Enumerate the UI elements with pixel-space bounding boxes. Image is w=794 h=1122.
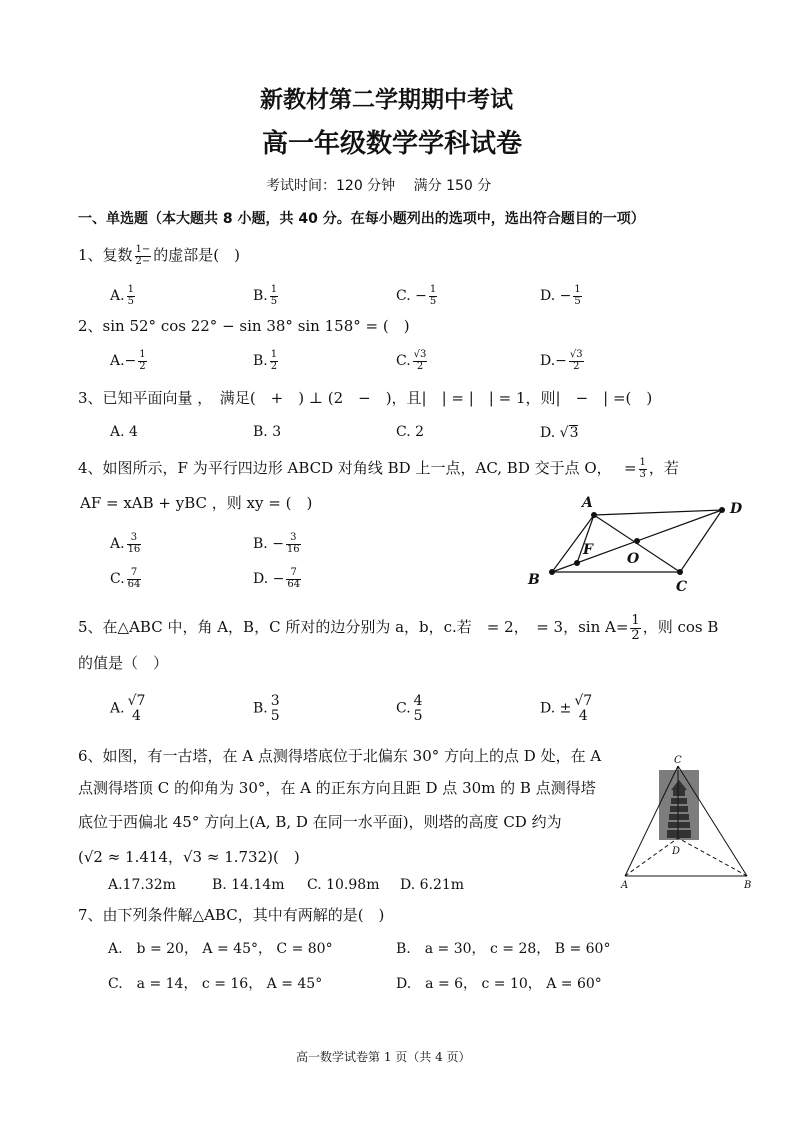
section-heading: 一、单选题（本大题共 8 小题，共 40 分。在每小题列出的选项中，选出符合题目的一项） bbox=[78, 211, 645, 227]
q2-a-label: A.− bbox=[110, 353, 137, 369]
q5-c-den: 5 bbox=[413, 707, 423, 724]
q5-stem-den: 2 bbox=[631, 627, 640, 643]
point-o bbox=[634, 538, 640, 544]
point-a bbox=[591, 512, 597, 518]
q2-b-den: 2 bbox=[270, 360, 278, 372]
question-2-stem: 2、sin 52° cos 22° − sin 38° sin 158° = ( ) bbox=[78, 317, 410, 335]
q5-stem-a: 5、在△ABC 中，角 A，B，C 所对的边分别为 a，b，c.若 = 2， = 3，sin A= bbox=[78, 618, 629, 637]
exam-title: 新教材第二学期期中考试 bbox=[260, 86, 513, 113]
q5-option-b bbox=[253, 694, 283, 723]
q4-stem-den: 3 bbox=[639, 468, 646, 480]
label-d: D bbox=[672, 846, 681, 857]
q6-option-b: B. 14.14m bbox=[212, 877, 285, 893]
q4-stem-num: 1 bbox=[639, 457, 646, 468]
q4-d-label: D. − bbox=[253, 571, 285, 587]
q4-b-num: 3 bbox=[286, 533, 301, 545]
question-6-line1: 6、如图，有一古塔，在 A 点测得塔底位于北偏东 30° 方向上的点 D 处，在 A bbox=[78, 747, 602, 765]
q1-a-den: 5 bbox=[127, 295, 134, 307]
point-f bbox=[574, 560, 580, 566]
q6-pagoda-figure bbox=[615, 752, 775, 892]
label-b: B bbox=[528, 572, 540, 588]
q7-option-c: C. a = 14， c = 16， A = 45° bbox=[108, 976, 323, 992]
exam-meta: 考试时间：120 分钟 满分 150 分 bbox=[266, 178, 492, 194]
q5-option-d bbox=[540, 694, 595, 723]
exam-subtitle: 高一年级数学学科试卷 bbox=[262, 129, 523, 159]
q3-option-b: B. 3 bbox=[253, 424, 282, 440]
q4-option-d bbox=[253, 568, 303, 590]
q2-c-den: 2 bbox=[416, 360, 424, 372]
q1-d-num: 1 bbox=[574, 284, 581, 295]
q6-option-a: A.17.32m bbox=[108, 877, 176, 893]
question-5-stem-line1 bbox=[78, 614, 718, 642]
q5-a-label: A. bbox=[110, 700, 125, 717]
q5-a-num: √7 bbox=[127, 693, 146, 709]
q1-c-num: 1 bbox=[429, 284, 437, 295]
q4-option-b bbox=[253, 533, 303, 555]
label-d: D bbox=[730, 501, 743, 517]
q1-option-c bbox=[396, 285, 439, 307]
q7-option-d: D. a = 6， c = 10， A = 60° bbox=[396, 976, 602, 992]
q4-option-a bbox=[110, 533, 143, 555]
q1-fraction bbox=[135, 245, 152, 267]
q2-option-b bbox=[253, 350, 280, 372]
q5-b-num: 3 bbox=[270, 693, 280, 709]
q2-d-label: D.− bbox=[540, 353, 567, 369]
q4-d-den: 64 bbox=[287, 578, 301, 590]
q4-c-label: C. bbox=[110, 571, 125, 587]
q4-option-c bbox=[110, 568, 143, 590]
question-1-stem bbox=[78, 245, 240, 267]
q4-b-label: B. − bbox=[253, 536, 284, 552]
question-5-stem-line2: 的值是（ ） bbox=[78, 654, 169, 672]
q1-d-label: D. − bbox=[540, 288, 572, 304]
q5-option-a bbox=[110, 694, 148, 723]
question-6-line4: (√2 ≈ 1.414，√3 ≈ 1.732)( ) bbox=[78, 848, 300, 866]
question-4-stem-line1 bbox=[78, 458, 679, 480]
q3-d-label: D. bbox=[540, 425, 560, 441]
question-7-stem: 7、由下列条件解△ABC，其中有两解的是( ) bbox=[78, 906, 385, 924]
q4-a-num: 3 bbox=[127, 533, 142, 545]
q2-option-a bbox=[110, 350, 149, 372]
q2-a-den: 2 bbox=[139, 360, 146, 372]
q2-option-d bbox=[540, 350, 586, 372]
q1-d-den: 5 bbox=[574, 295, 581, 307]
q5-d-num: √7 bbox=[574, 693, 593, 709]
q1-frac-den: 2− bbox=[135, 255, 151, 267]
q4-a-den: 16 bbox=[127, 543, 141, 555]
q2-d-den: 2 bbox=[573, 360, 580, 372]
question-6-line2: 点测得塔顶 C 的仰角为 30°，在 A 的正东方向且距 D 点 30m 的 B 点测得塔 bbox=[78, 779, 596, 797]
q4-c-num: 7 bbox=[127, 568, 142, 580]
point-b bbox=[549, 569, 555, 575]
q2-c-num: √3 bbox=[413, 349, 427, 360]
q2-option-c bbox=[396, 350, 429, 372]
label-a: A bbox=[582, 495, 593, 511]
line-ad bbox=[625, 838, 681, 876]
q1-a-label: A. bbox=[110, 288, 125, 304]
q5-c-num: 4 bbox=[413, 693, 423, 709]
q1-stem-b: 的虚部是( ) bbox=[153, 246, 241, 264]
q4-b-den: 16 bbox=[286, 543, 300, 555]
line-bd bbox=[678, 838, 747, 876]
q4-a-label: A. bbox=[110, 536, 125, 552]
question-3-stem: 3、已知平面向量 ， 满足( + ) ⊥ (2 − )，且| | = | | = 1，则| − | =( ) bbox=[78, 389, 653, 407]
q5-d-label: D. ± bbox=[540, 700, 572, 717]
page-footer: 高一数学试卷第 1 页（共 4 页） bbox=[296, 1050, 471, 1064]
q3-option-d: D. √3 bbox=[540, 425, 579, 441]
label-b: B bbox=[744, 880, 752, 891]
q5-stem-b: ，则 cos B bbox=[642, 618, 719, 637]
q2-a-num: 1 bbox=[139, 349, 146, 360]
q1-option-a bbox=[110, 285, 137, 307]
q1-b-den: 5 bbox=[270, 295, 278, 307]
label-f: F bbox=[583, 542, 593, 558]
q2-d-num: √3 bbox=[569, 349, 583, 360]
point-d bbox=[719, 507, 725, 513]
q1-a-num: 1 bbox=[127, 284, 134, 295]
q3-option-c: C. 2 bbox=[396, 424, 425, 440]
q2-c-label: C. bbox=[396, 353, 411, 369]
q4-c-den: 64 bbox=[127, 578, 141, 590]
q1-c-label: C. − bbox=[396, 288, 427, 304]
label-a: A bbox=[621, 880, 629, 891]
q1-stem-a: 1、复数 bbox=[78, 246, 133, 264]
q3-option-a: A. 4 bbox=[110, 424, 138, 440]
q1-c-den: 5 bbox=[429, 295, 437, 307]
q5-a-den: 4 bbox=[132, 707, 141, 724]
q1-b-num: 1 bbox=[270, 284, 278, 295]
q3-d-radicand: 3 bbox=[569, 425, 579, 441]
q2-b-num: 1 bbox=[270, 349, 278, 360]
q6-option-d: D. 6.21m bbox=[400, 877, 465, 893]
q1-option-b bbox=[253, 285, 280, 307]
label-c: C bbox=[674, 755, 682, 766]
label-c: C bbox=[676, 579, 688, 595]
q4-d-num: 7 bbox=[286, 568, 301, 580]
q7-option-a: A. b = 20， A = 45°， C = 80° bbox=[108, 941, 333, 957]
q4-stem-a: 4、如图所示，F 为平行四边形 ABCD 对角线 BD 上一点，AC, BD 交于点 O， = bbox=[78, 459, 637, 477]
q5-stem-num: 1 bbox=[631, 613, 640, 628]
q1-b-label: B. bbox=[253, 288, 268, 304]
question-4-stem-line2: AF = xAB + yBC ，则 xy = ( ) bbox=[80, 494, 313, 512]
q5-b-label: B. bbox=[253, 700, 268, 717]
q4-parallelogram-figure bbox=[520, 490, 750, 600]
question-6-line3: 底位于西偏北 45° 方向上(A, B, D 在同一水平面)，则塔的高度 CD 约为 bbox=[78, 813, 562, 831]
q5-b-den: 5 bbox=[270, 707, 280, 724]
q1-option-d bbox=[540, 285, 584, 307]
q1-frac-num: 1− bbox=[135, 244, 151, 255]
q7-option-b: B. a = 30， c = 28， B = 60° bbox=[396, 941, 611, 957]
point-c bbox=[677, 569, 683, 575]
q2-b-label: B. bbox=[253, 353, 268, 369]
label-o: O bbox=[627, 551, 640, 567]
q5-option-c bbox=[396, 694, 426, 723]
q5-c-label: C. bbox=[396, 700, 411, 717]
q4-stem-b: ，若 bbox=[648, 459, 679, 477]
q6-option-c: C. 10.98m bbox=[307, 877, 380, 893]
q5-d-den: 4 bbox=[578, 707, 588, 724]
